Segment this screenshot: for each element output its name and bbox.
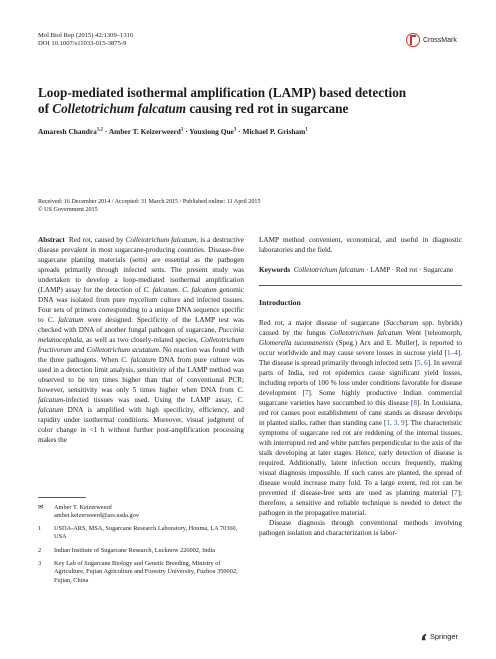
abstract-italic: Puccinia melanocephala: [38, 326, 244, 344]
abstract-text: were designed. Specificity of the LAMP test was checked with DNA of another fungal pathogen of sugarcane,: [38, 316, 245, 334]
intro-italic: Glomerella tucumanensis: [259, 338, 334, 347]
author-name[interactable]: Amaresh Chandra: [38, 127, 97, 136]
intro-text: (Speg.) Arx and E. Muller], is reported to occur worldwide and may cause severe losses in sucrose yield [: [259, 338, 462, 357]
abstract-italic: Colletotrichum falcatum: [125, 236, 197, 244]
affiliation-text: Indian Institute of Sugarcane Research, Lucknow 226002, India: [54, 546, 216, 554]
abstract-label: Abstract: [38, 236, 65, 244]
intro-text: ]; therefore, a sensitive and reliable technique is needed to detect the pathogen in the propagative material.: [259, 488, 462, 517]
citation-link[interactable]: 7: [304, 388, 309, 397]
abstract-text: and: [71, 346, 87, 354]
abstract-italic: Colletotrichum acutatum: [86, 346, 159, 354]
intro-text: ]. In Louisiana, red rot causes poor establishment of cane stands as disease develops in planted stalks, rather than standing cane [: [259, 398, 462, 427]
citation-link[interactable]: 1–4: [447, 348, 458, 357]
citation-link[interactable]: 1, 3, 9: [386, 418, 405, 427]
title-line-2-post: causing red rot in sugarcane: [186, 101, 349, 116]
footnote-rule: [38, 497, 86, 498]
keywords: [259, 265, 462, 275]
abstract-italic: C. falcatum: [38, 396, 244, 414]
intro-text: Went [teleomorph,: [402, 328, 462, 337]
keyword-italic: Colletotrichum falcatum: [293, 266, 365, 274]
paper-title: [38, 85, 458, 117]
introduction-heading: Introduction: [259, 297, 301, 307]
abstract-text: DNA is amplified with high specificity, efficiency, and rapidity under isothermal conditions. Moreover, visual judgment of color change in <1 h without further post-amplification processing makes the: [38, 406, 244, 444]
abstract-text: Red rot, caused by: [68, 236, 126, 244]
abstract-italic: C. falcatum: [38, 386, 244, 404]
author-name[interactable]: Michael P. Grisham: [242, 127, 306, 136]
affiliation-text: USDA-ARS, MSA, Sugarcane Research Laboratory, Houma, LA 70360, USA: [54, 525, 238, 541]
abstract-text: , is a destructive disease prevalent in most sugarcane-producing countries. Disease-free sugarcane planting materials (setts) are essential as the pathogen spreads primarily through infected setts. The present study was undertaken to develop a loop-mediated isothermal amplification (LAMP) assay for the detection of: [38, 236, 244, 294]
section-rule: [259, 285, 462, 286]
intro-text: ]. In several parts of India, red rot epidemics cause significant yield losses, including reports of 100 % loss under conditions favorable for disease development [: [259, 358, 463, 397]
author-name[interactable]: Youxiong Que: [189, 127, 234, 136]
envelope-icon: ✉: [38, 503, 44, 511]
intro-text: Red rot, a major disease of sugarcane (: [259, 318, 386, 327]
abstract-text: -infected tissues was used. Using the LAMP assay,: [63, 396, 238, 404]
abstract-text: genomic DNA was isolated from pure mycelium culture and infected tissues. Four sets of primers corresponding to a unique DNA sequence specific to: [38, 286, 245, 324]
affiliation-text: Key Lab of Sugarcane Biology and Genetic Breeding, Ministry of Agriculture, Fujian Agriculture and Forestry University, Fuzhou 350002, Fujian, China: [54, 560, 238, 584]
intro-italic: Colletotrichum falcatum: [329, 328, 403, 337]
title-line-2: [38, 101, 458, 117]
affiliation: [38, 547, 244, 555]
intro-italic: Saccharum: [385, 318, 419, 327]
corresponding-author-name: Amber T. Keizerweerd: [54, 503, 112, 511]
abstract-italic: C. falcatum: [47, 316, 84, 324]
corresponding-author-email[interactable]: amber.keizerweerd@ars.usda.gov: [54, 511, 139, 519]
author-affiliation-mark: 1: [180, 127, 184, 133]
journal-citation: [38, 32, 133, 49]
copyright-line: © US Government 2015: [38, 207, 98, 214]
citation-link[interactable]: 5, 6: [416, 358, 428, 367]
introduction-paragraph-1: [259, 318, 462, 518]
abstract-text: .: [177, 286, 183, 294]
footnotes: [38, 497, 244, 590]
author-affiliation-mark: 1,2: [96, 127, 104, 133]
affiliation: [38, 560, 244, 585]
abstract-continuation: LAMP method convenient, economical, and useful in diagnostic laboratories and the field.: [259, 236, 462, 254]
publisher-logo: [420, 632, 458, 641]
intro-text: ]. The characteristic symptoms of sugarcane red rot are reddening of the internal tissues, with interrupted red and white patches perpendicular to the axis of the stalk developing at later stages. Hence, early detection of disease is required. Additionally, latent infection occurs frequently, making visual diagnosis impossible. If such canes are planted, the spread of disease would increase many fold. To a large extent, red rot can be prevented if disease-free setts are used as planting material [: [259, 418, 463, 497]
affiliation-mark: 1: [38, 525, 42, 533]
intro-text: spp. hybrids) caused by the fungus: [259, 318, 462, 337]
abstract-italic: C. falcatum: [121, 356, 156, 364]
history-dates: Received: 16 December 2014 / Accepted: 31 March 2015 / Published online: 11 April 2015: [38, 199, 261, 205]
author-list: [38, 127, 458, 136]
intro-text: ]. The disease is spread primarily through infected setts [: [259, 348, 462, 367]
right-column: [259, 235, 462, 538]
author-separator: ·: [238, 127, 241, 136]
author-affiliation-mark: 1: [305, 127, 308, 133]
author-affiliation-mark: 3: [233, 127, 237, 133]
citation-link[interactable]: 8: [413, 398, 418, 407]
title-line-1: Loop-mediated isothermal amplification (LAMP) based detection: [38, 85, 407, 100]
citation-link[interactable]: 7: [454, 488, 458, 497]
crossmark-icon: [406, 33, 420, 47]
title-line-2-pre: of: [38, 101, 53, 116]
abstract-text: , as well as two closely-related species,: [81, 336, 201, 344]
corresponding-author: [38, 504, 244, 521]
abstract-italic: C. falcatum: [182, 286, 217, 294]
author-name[interactable]: Amber T. Keizerweerd: [108, 127, 181, 136]
affiliation: [38, 525, 244, 542]
abstract-block: [38, 235, 244, 445]
springer-horse-icon: [420, 633, 428, 641]
author-separator: ·: [104, 127, 108, 136]
keywords-label: Keywords: [259, 266, 291, 274]
introduction-paragraph-2: Disease diagnosis through conventional methods involving pathogen isolation and characterization is labor-: [259, 518, 462, 537]
publisher-label: Springer: [430, 632, 458, 641]
crossmark-label: CrossMark: [423, 36, 457, 44]
abstract-italic: Colletotrichum fructivorum: [38, 336, 244, 354]
author-separator: ·: [185, 127, 188, 136]
journal-volume-line: Mol Biol Rep (2015) 42:1309–1316: [38, 32, 134, 39]
title-line-2-italic: Colletotrichum falcatum: [52, 101, 187, 116]
affiliation-mark: 2: [38, 546, 42, 554]
crossmark-button[interactable]: [406, 30, 462, 50]
article-history: [38, 198, 458, 214]
abstract-text: . No reaction was found with the three pathogens. When: [38, 346, 244, 364]
journal-doi-line: DOI 10.1007/s11033-015-3875-9: [38, 40, 127, 48]
abstract-text: DNA from pure culture was used in a detection limit analysis, sensitivity of the LAMP method was observed to be ten times higher than that of conventional PCR; however, sensitivity was only 5 times higher when DNA from: [38, 356, 244, 394]
keyword-list: · LAMP · Red rot · Sugarcane: [364, 266, 454, 274]
affiliation-mark: 3: [38, 560, 42, 568]
intro-text: ]. Some highly productive Indian commercial sugarcane varieties have succumbed to this disease [: [259, 388, 462, 407]
abstract-italic: C. falcatum: [143, 286, 178, 294]
